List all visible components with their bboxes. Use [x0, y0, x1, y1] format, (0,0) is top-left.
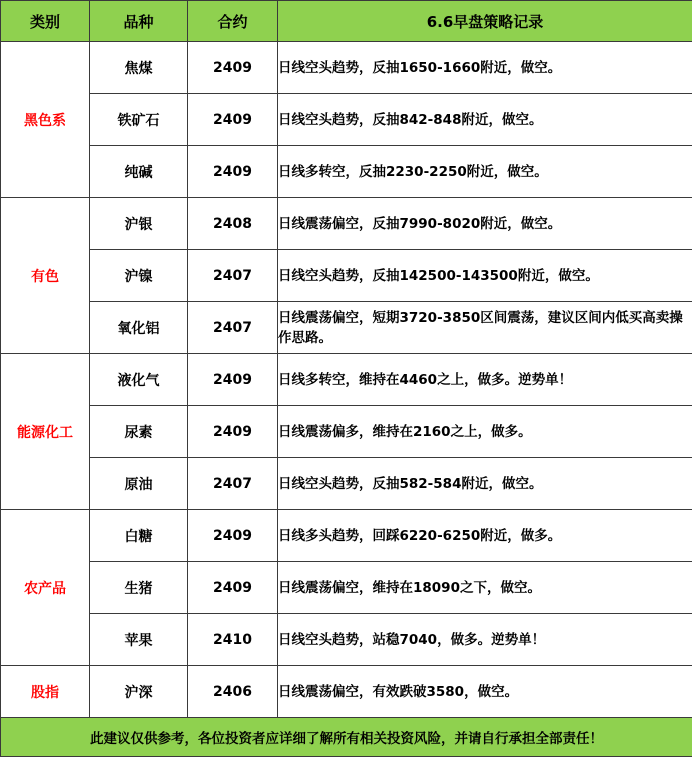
- table-row: [1, 666, 692, 718]
- contract-cell: 2409: [188, 510, 278, 562]
- strategy-cell: 日线震荡偏空，短期3720-3850区间震荡，建议区间内低买高卖操作思路。: [278, 302, 692, 354]
- contract-cell: 2409: [188, 146, 278, 198]
- variety-cell: 沪银: [90, 198, 188, 250]
- footer-row: [1, 718, 692, 757]
- strategy-cell: 日线空头趋势，站稳7040，做多。逆势单！: [278, 614, 692, 666]
- strategy-cell: 日线空头趋势，反抽582-584附近，做空。: [278, 458, 692, 510]
- variety-cell: 原油: [90, 458, 188, 510]
- contract-cell: 2407: [188, 458, 278, 510]
- table-row: [1, 94, 692, 146]
- variety-cell: 纯碱: [90, 146, 188, 198]
- table-row: [1, 302, 692, 354]
- table-row: [1, 198, 692, 250]
- variety-cell: 沪深: [90, 666, 188, 718]
- variety-cell: 苹果: [90, 614, 188, 666]
- table-row: [1, 510, 692, 562]
- strategy-cell: 日线空头趋势，反抽842-848附近，做空。: [278, 94, 692, 146]
- header-variety: 品种: [90, 1, 188, 42]
- contract-cell: 2409: [188, 354, 278, 406]
- contract-cell: 2406: [188, 666, 278, 718]
- variety-cell: 液化气: [90, 354, 188, 406]
- strategy-cell: 日线震荡偏空，反抽7990-8020附近，做空。: [278, 198, 692, 250]
- contract-cell: 2409: [188, 42, 278, 94]
- table-body: [1, 42, 692, 718]
- strategy-cell: 日线多头趋势，回踩6220-6250附近，做多。: [278, 510, 692, 562]
- category-cell: 黑色系: [1, 42, 90, 198]
- contract-cell: 2408: [188, 198, 278, 250]
- category-cell: 股指: [1, 666, 90, 718]
- strategy-cell: 日线震荡偏多，维持在2160之上，做多。: [278, 406, 692, 458]
- table-row: [1, 562, 692, 614]
- strategy-cell: 日线震荡偏空，有效跌破3580，做空。: [278, 666, 692, 718]
- disclaimer-text: 此建议仅供参考，各位投资者应详细了解所有相关投资风险，并请自行承担全部责任！: [1, 718, 692, 757]
- table-row: [1, 406, 692, 458]
- contract-cell: 2407: [188, 250, 278, 302]
- variety-cell: 氧化铝: [90, 302, 188, 354]
- header-category: 类别: [1, 1, 90, 42]
- category-cell: 有色: [1, 198, 90, 354]
- variety-cell: 尿素: [90, 406, 188, 458]
- table-row: [1, 42, 692, 94]
- variety-cell: 白糖: [90, 510, 188, 562]
- header-strategy: 6.6早盘策略记录: [278, 1, 692, 42]
- category-cell: 农产品: [1, 510, 90, 666]
- contract-cell: 2409: [188, 94, 278, 146]
- variety-cell: 铁矿石: [90, 94, 188, 146]
- strategy-cell: 日线震荡偏空，维持在18090之下，做空。: [278, 562, 692, 614]
- strategy-cell: 日线空头趋势，反抽1650-1660附近，做空。: [278, 42, 692, 94]
- strategy-cell: 日线多转空，维持在4460之上，做多。逆势单！: [278, 354, 692, 406]
- header-row: [1, 1, 692, 42]
- category-cell: 能源化工: [1, 354, 90, 510]
- table-row: [1, 354, 692, 406]
- table-row: [1, 146, 692, 198]
- contract-cell: 2407: [188, 302, 278, 354]
- strategy-cell: 日线多转空，反抽2230-2250附近，做空。: [278, 146, 692, 198]
- contract-cell: 2409: [188, 562, 278, 614]
- table-row: [1, 458, 692, 510]
- table-row: [1, 614, 692, 666]
- variety-cell: 生猪: [90, 562, 188, 614]
- contract-cell: 2409: [188, 406, 278, 458]
- strategy-cell: 日线空头趋势，反抽142500-143500附近，做空。: [278, 250, 692, 302]
- variety-cell: 焦煤: [90, 42, 188, 94]
- variety-cell: 沪镍: [90, 250, 188, 302]
- contract-cell: 2410: [188, 614, 278, 666]
- header-contract: 合约: [188, 1, 278, 42]
- table-row: [1, 250, 692, 302]
